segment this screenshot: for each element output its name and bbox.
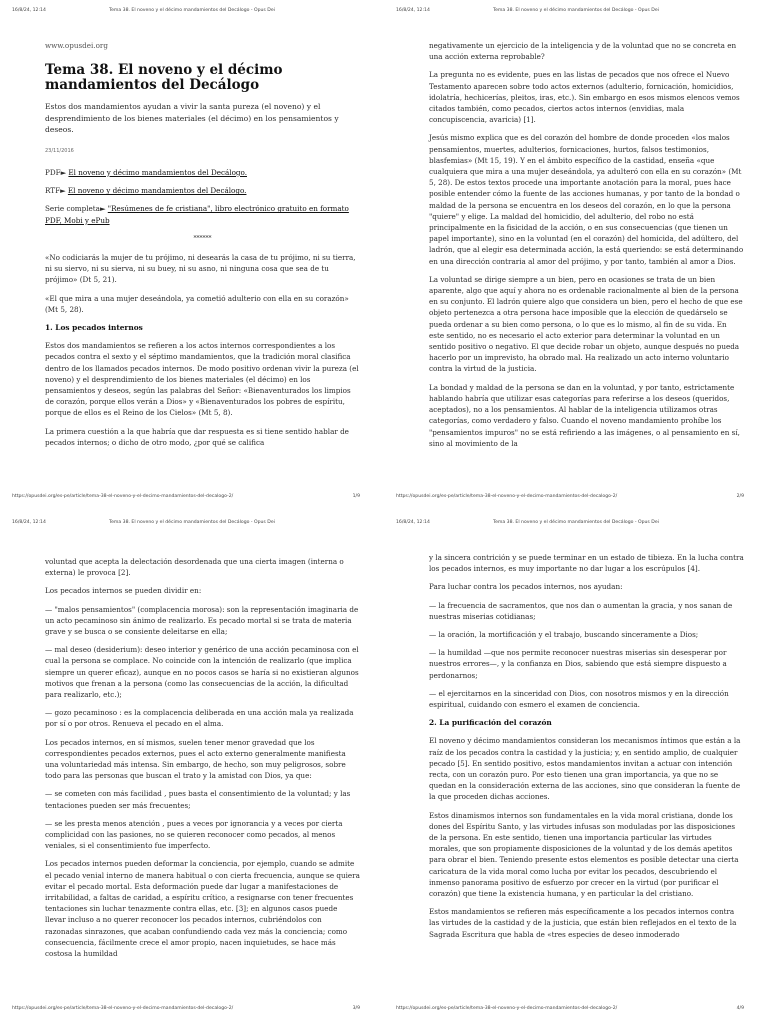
article-date: 23/11/2016: [45, 147, 74, 154]
print-datetime: 16/8/24, 12:14: [12, 8, 46, 13]
site-url[interactable]: www.opusdei.org: [45, 41, 108, 50]
list-item: — la frecuencia de sacramentos, que nos dan o aumentan la gracia, y nos sanan de nuestras miserias cotidianas;: [429, 600, 733, 621]
page-body: [45, 556, 360, 966]
paragraph: El noveno y décimo mandamientos consideran los mecanismos íntimos que están a la raíz de los pecados contra la castidad y la justicia; y, en sentido amplio, de cualquier pecado [5]. En sentido positivo, estos mandamientos invitan a actuar con intención recta, con un corazón puro. Por esto tienen una gran importancia, ya que no se quedan en la consideración externa de las acciones, sino que consideran la fuente de la que proceden dichas acciones.: [429, 736, 741, 802]
paragraph: Los pecados internos pueden deformar la conciencia, por ejemplo, cuando se admite el pecado venial interno de manera habitual o con cierta frecuencia, aunque se quiera evitar el pecado mortal. Esta deformación puede dar lugar a manifestaciones de irritabilidad, a faltas de caridad, a espíritu crítico, a resignarse con tener frecuentes tentaciones sin luchar tenazmente contra ellas, etc. [3]; en algunos casos puede llevar incluso a no querer reconocer los pecados internos, cubriéndolos con razonadas sinrazones, que acaban confundiendo cada vez más la conciencia; como consecuencia, fácilmente crece el amor propio, nacen inquietudes, se hace más costosa la humildad: [45, 859, 360, 959]
paragraph: Jesús mismo explica que es del corazón del hombre de donde proceden «los malos pensamientos, muertes, adulterios, fornicaciones, hurtos, falsos testimonios, blasfemias» (Mt 15, 19). Y en el ámbito específico de la castidad, enseña «que cualquiera que mira a una mujer deseándola, ya adulteró con ella en su corazón» (Mt 5, 28). De estos textos procede una importante anotación para la moral, pues hace posible entender cómo la fuente de las acciones humanas, y por tanto de la bondad o maldad de la persona se encuentra en los deseos del corazón, en lo que la persona "quiere" y elige. La maldad del homicidio, del adulterio, del robo no está principalmente en la fisicidad de la acción, o en sus consecuencias (que tienen un papel importante), sino en la voluntad (en el corazón) del homicida, del adúltero, del ladrón, que al elegir esa determinada acción, la está queriendo: se está determinando en una dirección contraria al amor del prójimo, y por tanto, también al amor a Dios.: [429, 133, 744, 266]
rtf-prefix: RTF►: [45, 186, 68, 196]
rtf-line: [45, 185, 360, 196]
print-url: https://opusdei.org/es-pe/article/tema-38-el-noveno-y-el-decimo-mandamientos-del-decalogo-2/: [12, 494, 234, 499]
paragraph: y la sincera contrición y se puede terminar en un estado de tibieza. En la lucha contra los pecados internos, es muy importante no dar lugar a los escrúpulos [4].: [429, 553, 744, 574]
list-item: — se cometen con más facilidad , pues basta el consentimiento de la voluntad; y las tentaciones pueden ser más frecuentes;: [45, 789, 351, 810]
page-body: [429, 40, 744, 456]
paragraph: Estos dinamismos internos son fundamentales en la vida moral cristiana, donde los dones del Espíritu Santo, y las virtudes infusas son moduladas por las disposiciones de la persona. En este sentido, tienen una importancia particular las virtudes morales, que son propiamente disposiciones de la voluntad y de los demás apetitos para obrar el bien. Teniendo presente estos elementos es posible detectar una cierta caricatura de la vida moral como lucha por evitar los pecados, descubriendo el inmenso panorama positivo de esfuerzo por crecer en la virtud (por purificar el corazón) que tiene la existencia humana, y en particular la del cristiano.: [429, 810, 739, 899]
paragraph: negativamente un ejercicio de la inteligencia y de la voluntad que no se concreta en una acción externa reprobable?: [429, 41, 737, 62]
pdf-prefix: PDF►: [45, 167, 69, 177]
quote-deuteronomy: «No codiciarás la mujer de tu prójimo, ni desearás la casa de tu prójimo, ni su tierra, ni su siervo, ni su sierva, ni su buey, ni su asno, ni ninguna cosa que sea de tu prójimo» (Dt 5, 21).: [45, 252, 356, 285]
article-lead: Estos dos mandamientos ayudan a vivir la santa pureza (el noveno) y el desprendimiento de los bienes materiales (el décimo) en los pensamientos y deseos.: [45, 102, 339, 135]
print-doc-title: Tema 38. El noveno y el décimo mandamientos del Decálogo - Opus Dei: [109, 520, 275, 525]
print-page-1: [0, 0, 384, 512]
list-item: — la humildad —que nos permite reconocer nuestras miserias sin desesperar por nuestros errores—, y la confianza en Dios, sabiendo que está siempre dispuesto a perdonarnos;: [429, 648, 727, 680]
paragraph: Estos dos mandamientos se refieren a los actos internos correspondientes a los pecados contra el sexto y el séptimo mandamientos, que la tradición moral clasifica dentro de los llamados pecados internos. De modo positivo ordenan vivir la pureza (el noveno) y el desprendimiento de los bienes materiales (el décimo) en los pensamientos y deseos, según las palabras del Señor: «Bienaventurados los limpios de corazón, porque ellos verán a Dios» y «Bienaventurados los pobres de espíritu, porque de ellos es el Reino de los Cielos» (Mt 5, 8).: [45, 341, 359, 418]
print-datetime: 16/8/24, 12:14: [12, 520, 46, 525]
paragraph: Los pecados internos, en sí mismos, suelen tener menor gravedad que los correspondientes pecados externos, pues el acto externo generalmente manifiesta una voluntariedad más intensa. Sin embargo, de hecho, son muy peligrosos, sobre todo para las personas que buscan el trato y la amistad con Dios, ya que:: [45, 737, 346, 781]
list-item: — mal deseo (desiderium): deseo interior y genérico de una acción pecaminosa con el cual la persona se complace. No coincide con la intención de realizarlo (que implica siempre un querer eficaz), aunque en no pocos casos se haría si no existieran algunos motivos que frenan a la persona (como las consecuencias de la acción, la dificultad para realizarlo, etc.);: [45, 645, 359, 700]
paragraph: La voluntad se dirige siempre a un bien, pero en ocasiones se trata de un bien aparente, algo que aquí y ahora no es ordenable racionalmente al bien de la persona en su conjunto. El ladrón quiere algo que considera un bien, pero el hecho de que ese objeto pertenezca a otra persona hace imposible que la elección de quedárselo se pueda ordenar a su bien como persona, o lo que es lo mismo, al fin de su vida. En este sentido, no es necesario el acto exterior para determinar la voluntad en un sentido positivo o negativo. El que decide robar un objeto, aunque después no pueda hacerlo por un imprevisto, ha obrado mal. Ha realizado un acto interno voluntario contra la virtud de la justicia.: [429, 274, 743, 374]
print-page-3: [0, 512, 384, 1024]
print-page-2: [384, 0, 768, 512]
paragraph: Los pecados internos se pueden dividir en:: [45, 586, 202, 596]
page-number: 2/9: [736, 494, 744, 499]
heading-purificacion: 2. La purificación del corazón: [429, 718, 552, 728]
paragraph: voluntad que acepta la delectación desordenada que una cierta imagen (interna o externa) le provoca [2].: [45, 557, 344, 578]
print-url: https://opusdei.org/es-pe/article/tema-38-el-noveno-y-el-decimo-mandamientos-del-decalogo-2/: [12, 1006, 234, 1011]
page-body: [45, 40, 360, 455]
page-number: 3/9: [352, 1006, 360, 1011]
print-doc-title: Tema 38. El noveno y el décimo mandamientos del Decálogo - Opus Dei: [493, 8, 659, 13]
list-item: — gozo pecaminoso : es la complacencia deliberada en una acción mala ya realizada por sí o por otros. Renueva el pecado en el alma.: [45, 708, 354, 729]
separator-stars: ******: [193, 234, 212, 242]
pdf-line: [45, 167, 360, 178]
paragraph: Estos mandamientos se refieren más específicamente a los pecados internos contra las virtudes de la castidad y de la justicia, que están bien reflejados en el texto de la Sagrada Escritura que habla de «tres especies de deseo inmoderado: [429, 907, 737, 939]
print-url: https://opusdei.org/es-pe/article/tema-38-el-noveno-y-el-decimo-mandamientos-del-decalogo-2/: [396, 494, 618, 499]
paragraph: Para luchar contra los pecados internos, nos ayudan:: [429, 582, 623, 592]
page-number: 4/9: [736, 1006, 744, 1011]
rtf-link[interactable]: El noveno y décimo mandamientos del Decálogo.: [67, 186, 247, 196]
quote-matthew: «El que mira a una mujer deseándola, ya cometió adulterio con ella en su corazón» (Mt 5, 28).: [45, 293, 349, 314]
heading-pecados-internos: 1. Los pecados internos: [45, 322, 143, 332]
list-item: — "malos pensamientos" (complacencia morosa): son la representación imaginaria de un acto pecaminoso sin ánimo de realizarlo. Es pecado mortal si se trata de materia grave y se busca o se consiente deleitarse en ella;: [45, 604, 359, 637]
list-item: — se les presta menos atención , pues a veces por ignorancia y a veces por cierta complicidad con las pasiones, no se quieren reconocer como pecados, al menos veniales, si el consentimiento fue imperfecto.: [45, 818, 343, 851]
page-number: 1/9: [352, 494, 360, 499]
print-doc-title: Tema 38. El noveno y el décimo mandamientos del Decálogo - Opus Dei: [493, 520, 659, 525]
print-page-4: [384, 512, 768, 1024]
paragraph: La bondad y maldad de la persona se dan en la voluntad, y por tanto, estrictamente hablando habría que utilizar esas categorías para referirse a los deseos (queridos, aceptados), no a los pensamientos. Al hablar de la inteligencia utilizamos otras categorías, como verdadero y falso. Cuando el noveno mandamiento prohíbe los "pensamientos impuros" no se está refiriendo a las imágenes, o al pensamiento en sí, sino al movimiento de la: [429, 382, 740, 448]
print-url: https://opusdei.org/es-pe/article/tema-38-el-noveno-y-el-decimo-mandamientos-del-decalogo-2/: [396, 1006, 618, 1011]
paragraph: La pregunta no es evidente, pues en las listas de pecados que nos ofrece el Nuevo Testamento aparecen sobre todo actos externos (adulterio, fornicación, homicidios, idolatría, hechicerías, pleitos, iras, etc.). Sin embargo en esos mismos elencos vemos citados también, como pecados, ciertos actos internos (envidias, mala concupiscencia, avaricia) [1].: [429, 70, 740, 125]
article-title: Tema 38. El noveno y el décimo mandamientos del Decálogo: [45, 62, 283, 94]
serie-link[interactable]: "Resúmenes de fe cristiana", libro electrónico gratuito en formato PDF, Mobi y ePub: [45, 204, 349, 225]
serie-line: [45, 203, 360, 225]
print-datetime: 16/8/24, 12:14: [396, 520, 430, 525]
list-item: — la oración, la mortificación y el trabajo, buscando sinceramente a Dios;: [429, 630, 699, 640]
pdf-link[interactable]: El noveno y décimo mandamientos del Decálogo.: [68, 167, 247, 177]
print-doc-title: Tema 38. El noveno y el décimo mandamientos del Decálogo - Opus Dei: [109, 8, 275, 13]
page-body: [429, 552, 744, 947]
list-item: — el ejercitarnos en la sinceridad con Dios, con nosotros mismos y en la dirección espiritual, cuidando con esmero el examen de conciencia.: [429, 688, 729, 710]
paragraph: La primera cuestión a la que habría que dar respuesta es si tiene sentido hablar de pecados internos; o dicho de otro modo, ¿por qué se califica: [45, 426, 349, 447]
serie-prefix: Serie completa►: [45, 204, 108, 214]
print-datetime: 16/8/24, 12:14: [396, 8, 430, 13]
